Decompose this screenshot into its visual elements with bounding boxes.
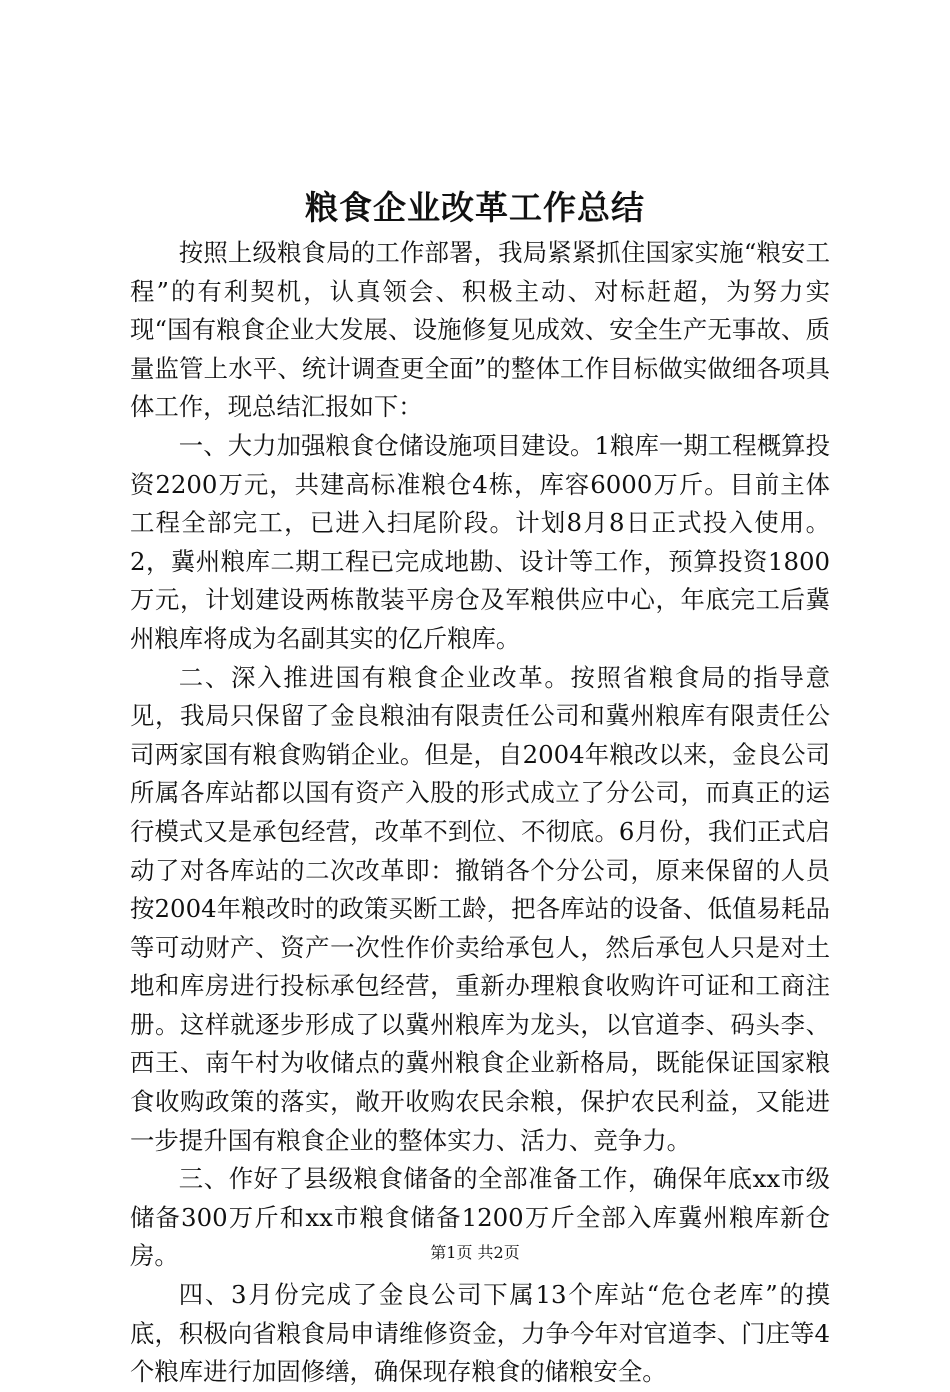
- document-body: [130, 234, 830, 1392]
- paragraph-section-1: 一、大力加强粮食仓储设施项目建设。1粮库一期工程概算投资2200万元，共建高标准粮仓4栋，库容6000万斤。目前主体工程全部完工，已进入扫尾阶段。计划8月8日正式投入使用。2，冀州粮库二期工程已完成地勘、设计等工作，预算投资1800万元，计划建设两栋散装平房仓及军粮供应中心，年底完工后冀州粮库将成为名副其实的亿斤粮库。: [130, 430, 830, 653]
- paragraph-section-3: 三、作好了县级粮食储备的全部准备工作，确保年底xx市级储备300万斤和xx市粮食储备1200万斤全部入库冀州粮库新仓房。: [130, 1164, 830, 1271]
- paragraph-section-4: 四、3月份完成了金良公司下属13个库站“危仓老库”的摸底，积极向省粮食局申请维修资金，力争今年对官道李、门庄等4个粮库进行加固修缮，确保现存粮食的储粮安全。: [130, 1280, 830, 1387]
- page-number-footer: 第1页 共2页: [430, 1243, 520, 1262]
- document-title: 粮食企业改革工作总结: [305, 188, 645, 227]
- paragraph-section-2: 二、深入推进国有粮食企业改革。按照省粮食局的指导意见，我局只保留了金良粮油有限责任公司和冀州粮库有限责任公司两家国有粮食购销企业。但是，自2004年粮改以来，金良公司所属各库站都以国有资产入股的形式成立了分公司，而真正的运行模式又是承包经营，改革不到位、不彻底。6月份，我们正式启动了对各库站的二次改革即：撤销各个分公司，原来保留的人员按2004年粮改时的政策买断工龄，把各库站的设备、低值易耗品等可动财产、资产一次性作价卖给承包人，然后承包人只是对土地和库房进行投标承包经营，重新办理粮食收购许可证和工商注册。这样就逐步形成了以冀州粮库为龙头，以官道李、码头李、西王、南午村为收储点的冀州粮食企业新格局，既能保证国家粮食收购政策的落实，敞开收购农民余粮，保护农民利益，又能进一步提升国有粮食企业的整体实力、活力、竞争力。: [130, 662, 830, 1155]
- paragraph-intro: 按照上级粮食局的工作部署，我局紧紧抓住国家实施“粮安工程”的有利契机，认真领会、积极主动、对标赶超，为努力实现“国有粮食企业大发展、设施修复见成效、安全生产无事故、质量监管上水平、统计调查更全面”的整体工作目标做实做细各项具体工作，现总结汇报如下：: [130, 238, 830, 422]
